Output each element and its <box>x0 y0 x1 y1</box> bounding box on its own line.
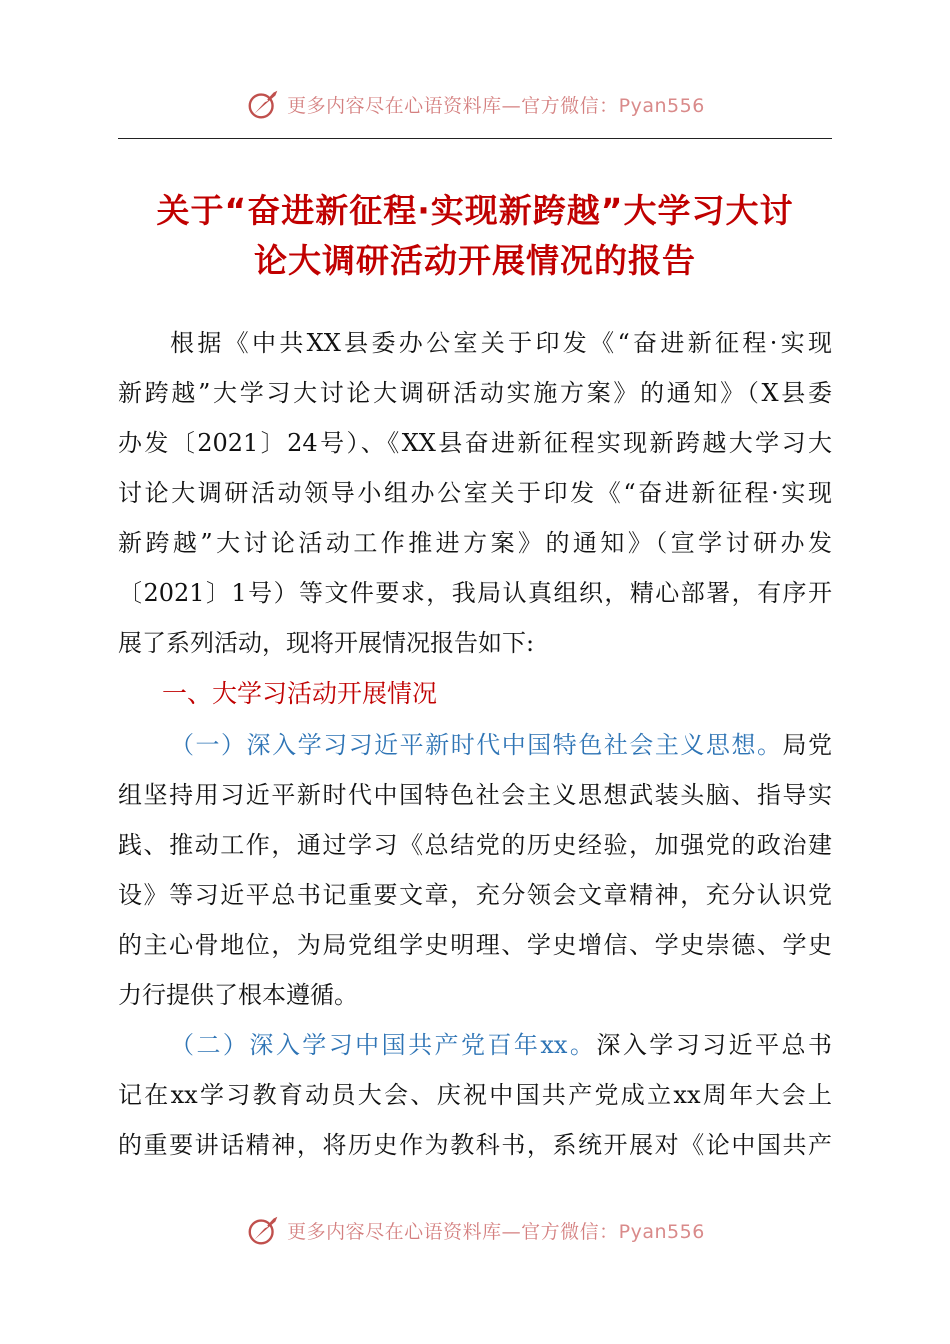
sub1-line-4: 设》等习近平总书记重要文章，充分领会文章精神，充分认识党 <box>118 881 832 909</box>
intro-line-3: 办发〔2021〕24号）、《XX县奋进新征程实现新跨越大学习大 <box>118 429 832 457</box>
sub2-first-line-rest: 深入学习习近平总书 <box>596 1031 832 1059</box>
intro-line-6: 〔2021〕1号）等文件要求，我局认真组织，精心部署，有序开 <box>118 579 832 607</box>
intro-line-2: 新跨越”大学习大讨论大调研活动实施方案》的通知》（X县委 <box>118 379 832 407</box>
banner-text-cn: 更多内容尽在心语资料库—官方微信： <box>287 94 619 117</box>
sub1-line-6: 力行提供了根本遵循。 <box>118 981 358 1009</box>
sub1-line-3: 践、推动工作，通过学习《总结党的历史经验，加强党的政治建 <box>118 831 832 859</box>
sub1-line-5: 的主心骨地位，为局党组学史明理、学史增信、学史崇德、学史 <box>118 931 832 959</box>
banner-text <box>287 91 705 118</box>
footer-banner-text-cn: 更多内容尽在心语资料库—官方微信： <box>287 1220 619 1243</box>
intro-line-5: 新跨越”大讨论活动工作推进方案》的通知》（宣学讨研办发 <box>118 529 832 557</box>
quill-logo-icon <box>245 1211 283 1249</box>
document-body <box>118 318 832 1170</box>
title-line-2: 论大调研活动开展情况的报告 <box>254 241 696 280</box>
sub1-first-line <box>118 720 832 770</box>
sub1-line-2: 组坚持用习近平新时代中国特色社会主义思想武装头脑、指导实 <box>118 781 832 809</box>
intro-line-7: 展了系列活动，现将开展情况报告如下: <box>118 629 535 657</box>
sub2-line-3: 的重要讲话精神，将历史作为教科书，系统开展对《论中国共产 <box>118 1131 832 1159</box>
sub2-heading: （二）深入学习中国共产党百年xx。 <box>170 1031 597 1059</box>
header-banner <box>0 84 950 124</box>
sub2-first-line <box>118 1020 832 1070</box>
footer-banner <box>0 1210 950 1250</box>
intro-line-4: 讨论大调研活动领导小组办公室关于印发《“奋进新征程·实现 <box>118 479 832 507</box>
sub1-first-line-rest: 局党 <box>782 731 833 759</box>
footer-banner-wechat-id: Pyan556 <box>618 1220 705 1243</box>
sub1-heading: （一）深入学习习近平新时代中国特色社会主义思想。 <box>170 731 783 759</box>
section-1-heading: 一、大学习活动开展情况 <box>162 679 438 708</box>
title-line-1: 关于“奋进新征程·实现新跨越”大学习大讨 <box>156 191 794 230</box>
document-title <box>118 186 832 286</box>
footer-banner-text <box>287 1217 705 1244</box>
intro-line-1: 根据《中共XX县委办公室关于印发《“奋进新征程·实现 <box>170 329 832 357</box>
header-rule <box>118 138 832 139</box>
quill-logo-icon <box>245 85 283 123</box>
banner-wechat-id: Pyan556 <box>618 94 705 117</box>
sub2-line-2: 记在xx学习教育动员大会、庆祝中国共产党成立xx周年大会上 <box>118 1081 832 1109</box>
